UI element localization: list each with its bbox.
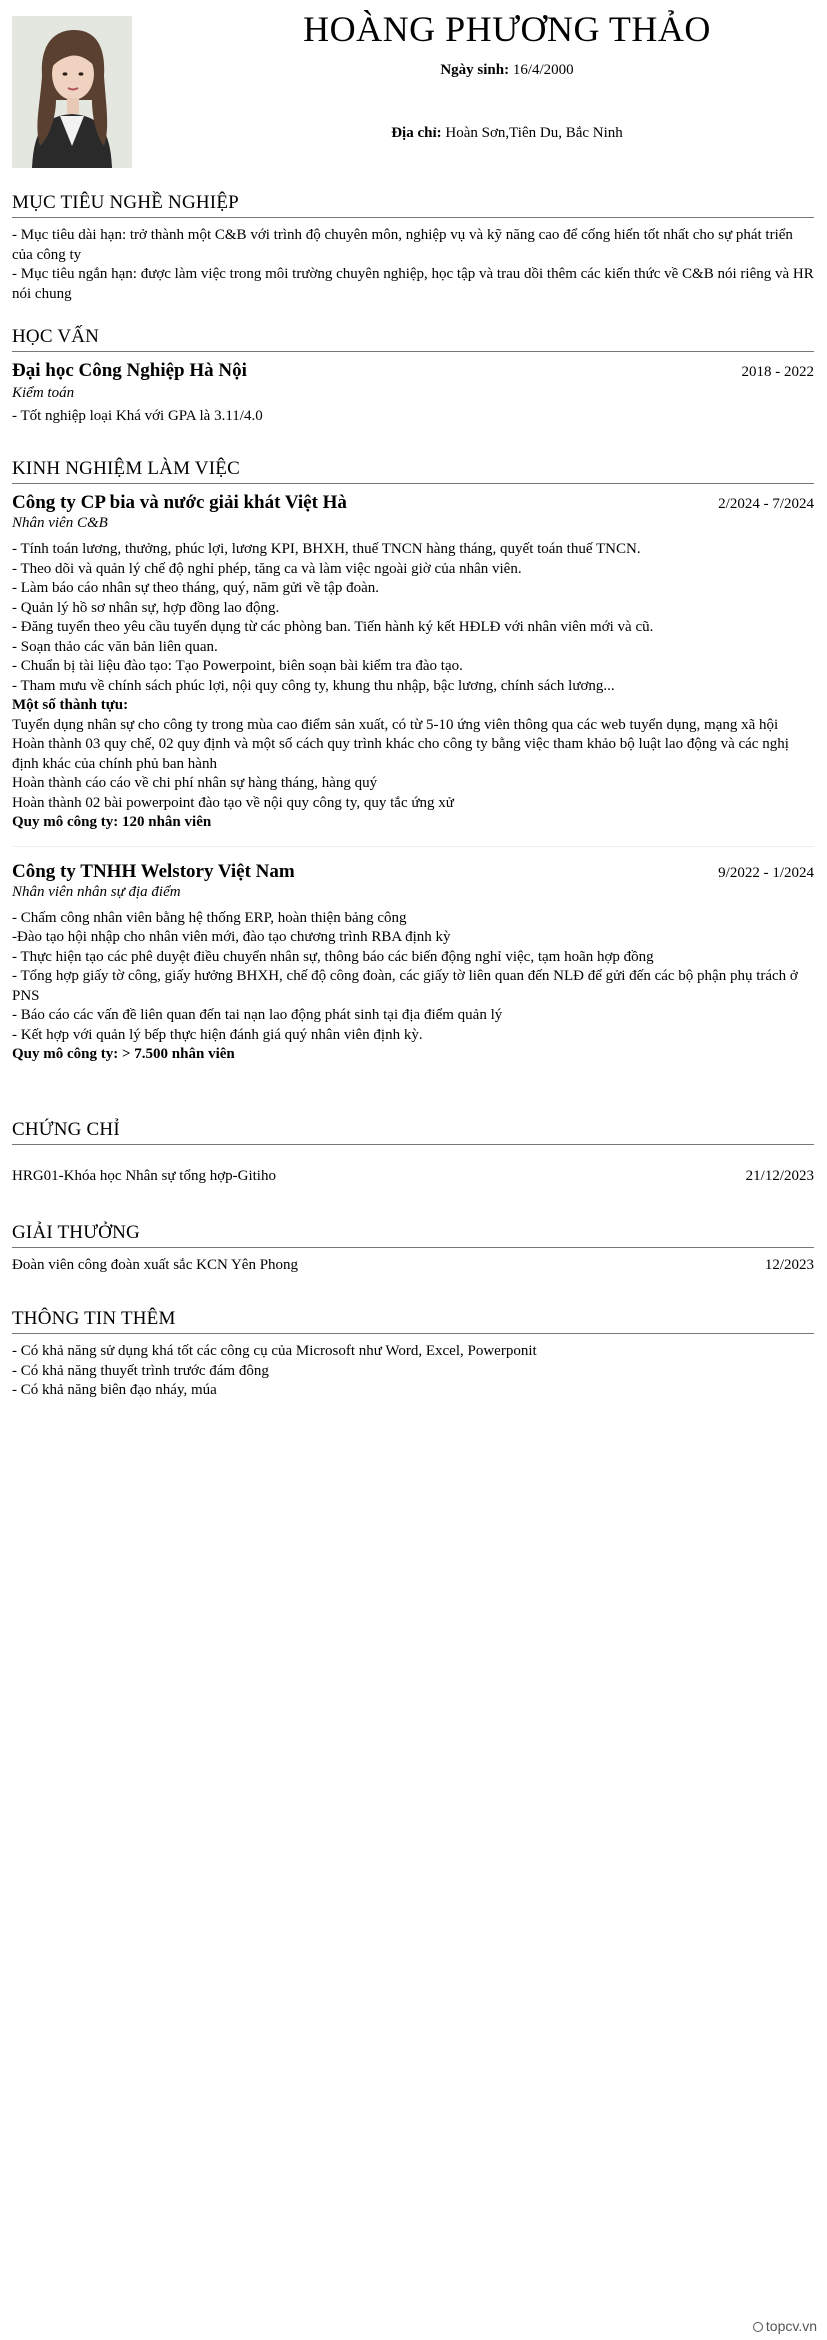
address-value: Hoàn Sơn,Tiên Du, Bắc Ninh xyxy=(445,125,623,141)
job-duty-line: - Tổng hợp giấy tờ công, giấy hưởng BHXH, chế độ công đoàn, các giấy tờ liên quan đến NLĐ để gửi đến các bộ phận phụ trách ở PNS xyxy=(12,968,798,1004)
job-duty-line: - Theo dõi và quản lý chế độ nghỉ phép, tăng ca và làm việc ngoài giờ của nhân viên. xyxy=(12,560,522,577)
job-divider xyxy=(12,846,814,847)
job-duty-line: - Tham mưu về chính sách phúc lợi, nội quy công ty, khung thu nhập, bậc lương, chính sách lương... xyxy=(12,677,615,694)
job-role: Nhân viên C&B xyxy=(12,515,108,531)
job-duty-line: - Làm báo cáo nhân sự theo tháng, quý, năm gửi về tập đoàn. xyxy=(12,580,379,596)
award-date: 12/2023 xyxy=(764,1257,814,1273)
job-period: 9/2022 - 1/2024 xyxy=(718,864,814,881)
job-company: Công ty CP bia và nước giải khát Việt Hà xyxy=(12,492,347,513)
certificate-entry xyxy=(12,1167,814,1187)
watermark-text: topcv.vn xyxy=(765,2318,817,2334)
awards-title: GIẢI THƯỞNG xyxy=(12,1222,814,1248)
certificates-title: CHỨNG CHỈ xyxy=(12,1119,814,1145)
extra-title: THÔNG TIN THÊM xyxy=(12,1308,814,1334)
objective-line: - Mục tiêu dài hạn: trở thành một C&B với trình độ chuyên môn, nghiệp vụ và kỹ năng cao để cống hiến tốt nhất cho sự phát triển của công ty xyxy=(12,227,793,263)
job-duty-line: - Thực hiện tạo các phê duyệt điều chuyển nhân sự, thông báo các biến động nghỉ việc, tạm hoãn hợp đồng xyxy=(12,948,654,965)
job-duty-line: - Quản lý hồ sơ nhân sự, hợp đồng lao động. xyxy=(12,599,280,616)
job-duties xyxy=(12,540,814,833)
job-entry-1 xyxy=(12,492,814,833)
company-scale: Quy mô công ty: > 7.500 nhân viên xyxy=(12,1046,235,1062)
job-duty-line: - Báo cáo các vấn đề liên quan đến tai nạn lao động phát sinh tại địa điểm quản lý xyxy=(12,1007,503,1023)
company-scale: Quy mô công ty: 120 nhân viên xyxy=(12,814,212,830)
extra-line: - Có khả năng biên đạo nháy, múa xyxy=(12,1382,217,1398)
school-name: Đại học Công Nghiệp Hà Nội xyxy=(12,360,247,381)
certificate-name: HRG01-Khóa học Nhân sự tổng hợp-Gitiho xyxy=(12,1168,276,1184)
extra-line: - Có khả năng sử dụng khá tốt các công cụ của Microsoft như Word, Excel, Powerponit xyxy=(12,1343,537,1359)
job-role: Nhân viên nhân sự địa điểm xyxy=(12,883,181,900)
dob-label: Ngày sinh: xyxy=(440,62,510,78)
education-section xyxy=(12,326,814,427)
job-duty-line: - Đăng tuyển theo yêu cầu tuyển dụng từ các phòng ban. Tiến hành ký kết HĐLĐ với nhân viên mới và cũ. xyxy=(12,619,654,635)
objective-section xyxy=(12,192,814,304)
education-detail: - Tốt nghiệp loại Khá với GPA là 3.11/4.0 xyxy=(12,408,263,424)
education-title: HỌC VẤN xyxy=(12,326,814,352)
achievement-line: Hoàn thành 03 quy chế, 02 quy định và một số cách quy trình khác cho công ty bằng việc tham khảo bộ luật lao động và các nghị định khác của chính phủ ban hành xyxy=(12,736,789,772)
achievement-line: Hoàn thành 02 bài powerpoint đào tạo về nội quy công ty, quy tắc ứng xử xyxy=(12,794,454,811)
objective-body xyxy=(12,226,814,304)
job-entry-2 xyxy=(12,861,814,1065)
achievement-line: Hoàn thành cáo cáo về chi phí nhân sự hàng tháng, hàng quý xyxy=(12,775,378,791)
objective-line: - Mục tiêu ngắn hạn: được làm việc trong môi trường chuyên nghiệp, học tập và trau dồi thêm các kiến thức về C&B nói riêng và HR nói chung xyxy=(12,266,814,302)
major: Kiểm toán xyxy=(12,385,75,401)
objective-title: MỤC TIÊU NGHỀ NGHIỆP xyxy=(12,192,814,218)
date-of-birth xyxy=(292,62,722,79)
job-duty-line: - Kết hợp với quản lý bếp thực hiện đánh giá quý nhân viên định kỳ. xyxy=(12,1026,423,1043)
certificate-date: 21/12/2023 xyxy=(745,1168,814,1184)
award-name: Đoàn viên công đoàn xuất sắc KCN Yên Phong xyxy=(12,1257,299,1273)
award-entry xyxy=(12,1256,814,1276)
job-duty-line: - Tính toán lương, thưởng, phúc lợi, lương KPI, BHXH, thuế TNCN hàng tháng, quyết toán thuế TNCN. xyxy=(12,541,641,557)
job-duties xyxy=(12,909,814,1065)
candidate-name: HOÀNG PHƯƠNG THẢO xyxy=(303,9,711,49)
job-duty-line: - Chuẩn bị tài liệu đào tạo: Tạo Powerpoint, biên soạn bài kiểm tra đào tạo. xyxy=(12,658,463,674)
topcv-watermark xyxy=(753,2318,817,2334)
awards-section xyxy=(12,1222,814,1276)
address xyxy=(292,125,722,142)
job-duty-line: - Soạn thảo các văn bản liên quan. xyxy=(12,638,218,655)
job-company: Công ty TNHH Welstory Việt Nam xyxy=(12,860,295,882)
extra-body xyxy=(12,1342,814,1401)
extra-section xyxy=(12,1308,814,1401)
dob-value: 16/4/2000 xyxy=(512,62,574,78)
person-portrait-icon xyxy=(12,16,132,168)
education-entry xyxy=(12,360,814,427)
profile-photo xyxy=(12,16,132,168)
address-label: Địa chỉ: xyxy=(391,125,442,141)
extra-line: - Có khả năng thuyết trình trước đám đông xyxy=(12,1362,269,1379)
job-period: 2/2024 - 7/2024 xyxy=(718,496,814,512)
experience-title: KINH NGHIỆM LÀM VIỆC xyxy=(12,458,814,484)
achievement-line: Tuyển dụng nhân sự cho công ty trong mùa cao điểm sản xuất, có từ 5-10 ứng viên thông qua các web tuyển dụng, mạng xã hội xyxy=(12,716,779,733)
job-duty-line: - Chấm công nhân viên bằng hệ thống ERP, hoàn thiện bảng công xyxy=(12,909,407,926)
job-duty-line: -Đào tạo hội nhập cho nhân viên mới, đào tạo chương trình RBA định kỳ xyxy=(12,929,451,945)
topcv-logo-icon xyxy=(753,2322,763,2332)
education-period: 2018 - 2022 xyxy=(741,364,814,380)
experience-section xyxy=(12,458,814,1065)
achievements-label: Một số thành tựu: xyxy=(12,697,129,713)
certificates-section xyxy=(12,1119,814,1187)
